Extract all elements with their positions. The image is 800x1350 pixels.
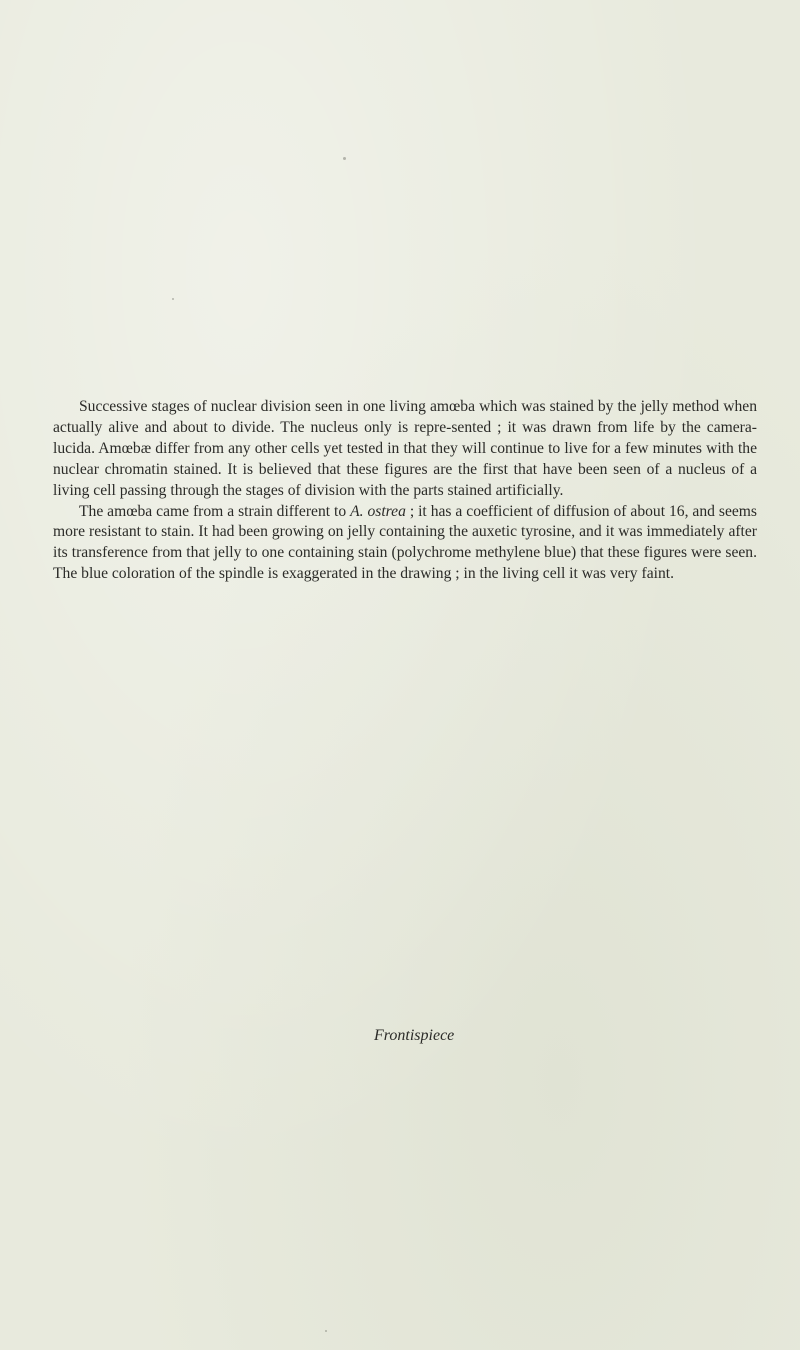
species-name: A. ostrea	[350, 502, 406, 520]
frontispiece-caption	[53, 397, 757, 585]
caption-paragraph-1: Successive stages of nuclear division seen in one living amœba which was stained by the jelly method when actually alive and about to divide. The nucleus only is repre-sented ; it was drawn from life by the camera-lucida. Amœbæ differ from any other cells yet tested in that they will continue to live for a few minutes with the nuclear chromatin stained. It is believed that these figures are the first that have been seen of a nucleus of a living cell passing through the stages of division with the parts stained artificially.	[53, 398, 757, 499]
paper-speck	[343, 157, 346, 160]
caption-paragraph-2	[53, 502, 757, 586]
paper-speck	[172, 298, 174, 300]
bleed-through-shadow	[150, 0, 490, 144]
caption-paragraph-2-rest: ; it has a coefficient of diffusion of about 16, and seems more resistant to stain. It had been growing on jelly containing the auxetic tyrosine, and it was immediately after its transference from that jelly to one containing stain (polychrome methylene blue) that these figures were seen. The blue coloration of the spindle is exaggerated in the drawing ; in the living cell it was very faint.	[53, 502, 757, 583]
paper-speck	[325, 1330, 327, 1332]
caption-paragraph-2-lead: The amœba came from a strain different to	[79, 502, 351, 520]
frontispiece-label: Frontispiece	[374, 1027, 455, 1044]
